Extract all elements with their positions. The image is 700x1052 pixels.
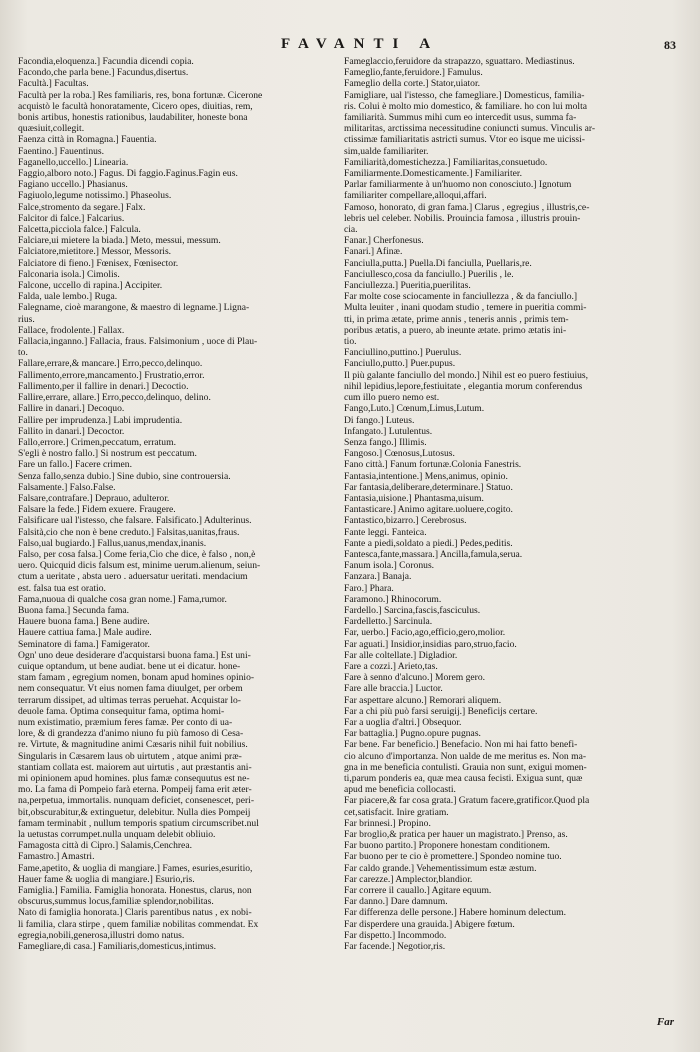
dictionary-entry-line: Buona fama.] Secunda fama. <box>18 604 130 616</box>
dictionary-entry-line: Fagiuolo,legume notissimo.] Phaseolus. <box>18 190 172 202</box>
dictionary-entry-line: Fama,nuoua di qualche cosa gran nome.] Fama,rumor. <box>18 593 227 605</box>
dictionary-entry-line: sim,ualde familiariter. <box>344 145 429 157</box>
dictionary-entry-line: Far molte cose sciocamente in fanciullezza , & da fanciullo.] <box>344 291 578 303</box>
dictionary-entry-line: Far carezze.] Amplector,blandior. <box>344 873 473 885</box>
dictionary-entry-line: Fanum isola.] Coronus. <box>344 560 435 572</box>
dictionary-entry-line: mi opinionem apud homines. plus famæ consequutus est ne- <box>18 773 250 784</box>
dictionary-entry-line: Far aguati.] Insidior,insidias paro,struo,facio. <box>344 638 517 650</box>
dictionary-entry-line: Far correre il cauallo.] Agitare equum. <box>344 885 492 897</box>
dictionary-entry-line: ctissimæ familiaritatis astricti sumus. Vtor eo isque me uicissi- <box>344 134 585 146</box>
dictionary-entry-line: Fantasticare.] Animo agitare.uoluere,cogito. <box>344 504 513 516</box>
dictionary-entry-line: gna in me beneficia contulisti. Grauia non sunt, exigui momen- <box>344 761 587 773</box>
dictionary-entry-line: Fangoso.] Cœnosus,Lutosus. <box>344 448 455 460</box>
dictionary-entry-line: Falciatore di fieno.] Fœnisex, Fœnisector. <box>18 257 179 269</box>
dictionary-entry-line: Falsare la fede.] Fidem exuere. Fraugere. <box>18 504 176 516</box>
dictionary-entry-line: Far a chi più può farsi seruigij.] Beneficijs certare. <box>344 705 538 717</box>
dictionary-entry-line: Fameglio della corte.] Stator,uiator. <box>344 78 481 90</box>
dictionary-entry-line: Falcitor di falce.] Falcarius. <box>18 212 125 224</box>
dictionary-entry-line: Fare alle braccia.] Luctor. <box>344 683 443 695</box>
dictionary-entry-line: cia. <box>344 224 358 236</box>
dictionary-entry-line: Fanciullesco,cosa da fanciullo.] Puerilis , le. <box>344 268 514 280</box>
dictionary-entry-line: Far broglio,& pratica per hauer un magistrato.] Prenso, as. <box>344 829 568 841</box>
dictionary-entry-line: Fantasia,uisione.] Phantasma,uisum. <box>344 492 484 504</box>
dictionary-entry-line: Falso, per cosa falsa.] Come feria,Cio che dice, è falso , non,è <box>18 548 256 560</box>
dictionary-entry-line: num existimatio, præmium feres famæ. Per conto di ua- <box>18 716 233 728</box>
dictionary-entry-line: Fare a cozzi.] Arieto,tas. <box>344 660 438 672</box>
dictionary-entry-line: Di fango.] Luteus. <box>344 414 415 426</box>
dictionary-entry-line: Fante a piedi,soldato a piedi.] Pedes,peditis. <box>344 537 513 549</box>
dictionary-entry-line: Hauere cattiua fama.] Male audire. <box>18 627 152 639</box>
dictionary-entry-line: Far, uerbo.] Facio,ago,efficio,gero,molior. <box>344 627 506 639</box>
dictionary-entry-line: Falsificare ual l'istesso, che falsare. Falsificato.] Adulterinus. <box>18 515 252 527</box>
dictionary-entry-line: Falsare,contrafare.] Deprauo, adulteror. <box>18 492 170 504</box>
dictionary-entry-line: quæsiuit,collegit. <box>18 123 85 135</box>
dictionary-entry-line: Far buono partito.] Proponere honestam conditionem. <box>344 840 550 852</box>
dictionary-entry-line: Faentino.] Fauentinus. <box>18 145 105 157</box>
dictionary-entry-line: Il più galante fanciullo del mondo.] Nihil est eo puero festiuius, <box>344 369 589 381</box>
dictionary-entry-line: cet,satisfacit. Inire gratiam. <box>344 806 449 818</box>
dictionary-entry-line: Fanciullo,putto.] Puer.pupus. <box>344 358 456 370</box>
dictionary-entry-line: Singularis in Cæsarem laus ob uirtutem , atque animi præ- <box>18 750 242 762</box>
dictionary-entry-line: Fango,Luto.] Cœnum,Limus,Lutum. <box>344 403 485 415</box>
dictionary-entry-line: Senza fango.] Illimis. <box>344 436 427 448</box>
dictionary-entry-line: Far danno.] Dare damnum. <box>344 896 448 908</box>
dictionary-entry-line: Far differenza delle persone.] Habere hominum delectum. <box>344 907 566 919</box>
dictionary-entry-line: Fardelletto.] Sarcinula. <box>344 616 433 628</box>
dictionary-entry-line: Falcetta,picciola falce.] Falcula. <box>18 224 141 236</box>
dictionary-entry-line: Fallare,errare,& mancare.] Erro,pecco,delinquo. <box>18 358 203 370</box>
dictionary-entry-line: Famoso, honorato, di gran fama.] Clarus , egregius , illustris,ce- <box>344 201 590 213</box>
dictionary-entry-line: Far alle coltellate.] Digladior. <box>344 649 458 661</box>
dictionary-entry-line: acquistò le facultà honoratamente, Cicero opes, diuitias, rem, <box>18 100 253 112</box>
dictionary-entry-line: Fante leggi. Fanteica. <box>344 526 427 538</box>
dictionary-entry-line: Far a uoglia d'altri.] Obsequor. <box>344 716 462 728</box>
dictionary-entry-line: tio. <box>344 336 357 348</box>
dictionary-entry-line: Faro.] Phara. <box>344 582 394 594</box>
page-number: 83 <box>664 38 676 52</box>
dictionary-entry-line: Falsità,cio che non è bene creduto.] Falsitas,uanitas,fraus. <box>18 526 240 538</box>
dictionary-entry-line: Fardello.] Sarcina,fascis,fasciculus. <box>344 604 481 616</box>
dictionary-entry-line: Faganello,uccello.] Linearia. <box>18 156 129 168</box>
dictionary-entry-line: Far buono per te cio è promettere.] Spondeo nomine tuo. <box>344 851 562 863</box>
dictionary-entry-line: Ogn' uno deue desiderare d'acquistarsi buona fama.] Est uni- <box>18 649 251 661</box>
dictionary-entry-line: Fantastico,bizarro.] Cerebrosus. <box>344 515 467 527</box>
dictionary-entry-line: lebris uel celeber. Nobilis. Prouincia famosa , illustris prouin- <box>344 212 581 224</box>
dictionary-entry-line: Fameglio,fante,feruidore.] Famulus. <box>344 67 483 79</box>
dictionary-entry-line: Seminatore di fama.] Famigerator. <box>18 638 150 650</box>
dictionary-entry-line: Falcone, uccello di rapina.] Accipiter. <box>18 280 163 292</box>
dictionary-entry-line: Faenza città in Romagna.] Fauentia. <box>18 134 157 146</box>
dictionary-entry-line: Falda, uale lembo.] Ruga. <box>18 291 118 303</box>
left-column <box>18 56 336 952</box>
dictionary-entry-line: Faramono.] Rhinocorum. <box>344 593 442 605</box>
dictionary-entry-line: Hauer fame & uoglia di mangiare.] Esurio,ris. <box>18 873 195 885</box>
dictionary-entry-line: Far fantasia,deliberare,determinare.] Statuo. <box>344 481 513 493</box>
dictionary-entry-line: Fallire,errare, allare.] Erro,pecco,delinquo, delino. <box>18 392 211 404</box>
running-head: FAVANTI A <box>280 36 440 52</box>
dictionary-entry-line: stam famam , egregium nomen, bonam apud homines opinio- <box>18 672 255 684</box>
dictionary-entry-line: Far piacere,& far cosa grata.] Gratum facere,gratificor.Quod pla <box>344 795 590 807</box>
dictionary-entry-line: Fallire per imprudenza.] Labi imprudentia. <box>18 414 183 426</box>
dictionary-entry-line: Fanciulla,putta.] Puella.Di fanciulla, Puellaris,re. <box>344 257 532 269</box>
dictionary-entry-line: Falsamente.] Falso.False. <box>18 481 116 493</box>
dictionary-entry-line: nem consequatur. Vt eius nomen fama diuulget, per orbem <box>18 683 243 695</box>
dictionary-entry-line: familiarità. Summus mihi cum eo intercedit usus, summa fa- <box>344 112 577 124</box>
dictionary-entry-line: Falciare,ui mietere la biada.] Meto, messui, messum. <box>18 235 221 247</box>
dictionary-entry-line: Facondo,che parla bene.] Facundus,disertus. <box>18 67 189 79</box>
dictionary-entry-line: Fameglaccio,feruidore da strapazzo, sguattaro. Mediastinus. <box>344 56 575 67</box>
dictionary-entry-line: Fanciullino,puttino.] Puerulus. <box>344 347 462 359</box>
dictionary-entry-line: rius. <box>18 313 35 325</box>
dictionary-entry-line: to. <box>18 347 28 359</box>
dictionary-entry-line: Fallimento,per il fallire in denari.] Decoctio. <box>18 380 189 392</box>
dictionary-entry-line: Fare à senno d'alcuno.] Morem gero. <box>344 672 486 684</box>
dictionary-entry-line: Far bene. Far beneficio.] Benefacio. Non mi hai fatto benefi- <box>344 739 578 751</box>
dictionary-entry-line: Fallito in danari.] Decoctor. <box>18 425 125 437</box>
dictionary-entry-line: re. Virtute, & magnitudine animi Cæsaris nihil fuit nobilius. <box>18 739 248 751</box>
dictionary-entry-line: ctum a ueritate , absta uero . aduersatur ueritati. mendacium <box>18 571 248 583</box>
dictionary-entry-line: Nato di famiglia honorata.] Claris parentibus natus , ex nobi- <box>18 907 252 919</box>
dictionary-entry-line: tti, in prima ætate, prime annis , teneris annis , primis tem- <box>344 313 569 325</box>
dictionary-entry-line: uero. Quicquid dicis falsum est, minime uerum.alienum, seiun- <box>18 560 261 572</box>
dictionary-entry-line: Fagiano uccello.] Phasianus. <box>18 179 128 191</box>
dictionary-entry-line: nihil lepidius,lepore,festiuitate , elegantia morum conferendus <box>344 380 583 392</box>
dictionary-entry-line: Far aspettare alcuno.] Remorari aliquem. <box>344 694 502 706</box>
dictionary-entry-line: Fare un fallo.] Facere crimen. <box>18 459 133 471</box>
dictionary-entry-line: Senza fallo,senza dubio.] Sine dubio, sine controuersia. <box>18 470 231 482</box>
dictionary-entry-line: Familiarmente.Domesticamente.] Familiariter. <box>344 168 522 180</box>
dictionary-entry-line: Fallace, frodolente.] Fallax. <box>18 324 125 336</box>
dictionary-entry-line: egregia,nobili,generosa,illustri domo natus. <box>18 929 185 941</box>
dictionary-entry-line: cio alcuno d'importanza. Non ualde de me meritus es. Non ma- <box>344 750 587 762</box>
dictionary-entry-line: Parlar familiarmente à un'huomo non conosciuto.] Ignotum <box>344 179 572 191</box>
dictionary-entry-line: Far facende.] Negotior,ris. <box>344 941 446 953</box>
dictionary-entry-line: Falce,stromento da segare.] Falx. <box>18 201 146 213</box>
dictionary-entry-line: mo. La fama di Pompeio farà eterna. Pompeij fama erit æter- <box>18 784 252 796</box>
dictionary-entry-line: Familiarità,domestichezza.] Familiaritas,consuetudo. <box>344 156 548 168</box>
dictionary-entry-line: Falso,ual bugiardo.] Fallus,uanus,mendax,inanis. <box>18 537 207 549</box>
dictionary-entry-line: Fallacia,inganno.] Fallacia, fraus. Falsimonium , uoce di Plau- <box>18 336 258 348</box>
dictionary-entry-line: Infangato.] Lutulentus. <box>344 425 433 437</box>
dictionary-entry-line: apud me beneficia collocasti. <box>344 784 456 796</box>
dictionary-entry-line: Far battaglia.] Pugno.opure pugnas. <box>344 728 481 740</box>
dictionary-entry-line: Far dispetto.] Incommodo. <box>344 929 447 941</box>
dictionary-entry-line: Fame,apetito, & uoglia di mangiare.] Fames, esuries,esuritio, <box>18 862 253 874</box>
dictionary-entry-line: bonis artibus, honestis rationibus, laudabiliter, honeste bona <box>18 112 248 124</box>
dictionary-entry-line: Falegname, cioè marangone, & maestro di legname.] Ligna- <box>18 302 250 314</box>
dictionary-entry-line: Falconaria isola.] Cimolis. <box>18 268 120 280</box>
dictionary-entry-line: li familia, clara stirpe , quem familiæ nobilitas commendat. Ex <box>18 918 259 930</box>
dictionary-entry-line: Hauere buona fama.] Bene audire. <box>18 616 150 628</box>
dictionary-entry-line: Far disperdere una grauida.] Abigere fœtum. <box>344 918 515 930</box>
dictionary-entry-line: deuole fama. Optima consequitur fama, optima homi- <box>18 705 225 717</box>
dictionary-entry-line: Facultà.] Facultas. <box>18 78 89 90</box>
dictionary-entry-line: obscurus,summus locus,familiæ splendor,nobilitas. <box>18 896 214 908</box>
dictionary-entry-line: Fanciullezza.] Pueritia,puerilitas. <box>344 280 471 292</box>
page-header <box>0 36 700 56</box>
dictionary-entry-line: Famastro.] Amastri. <box>18 851 95 863</box>
dictionary-entry-line: bit,obscurabitur,& extinguetur, delebitur. Nulla dies Pompeij <box>18 806 251 818</box>
dictionary-entry-line: Fanar.] Cherfonesus. <box>344 235 424 247</box>
dictionary-entry-line: terrarum dissipet, ad ultimas terras peruehat. Acquistar lo- <box>18 694 241 706</box>
dictionary-entry-line: Famagosta città di Cipro.] Salamis,Cenchrea. <box>18 840 192 852</box>
right-column <box>344 56 662 952</box>
dictionary-entry-line: cuique optandum, ut bene audiat. bene ut ei dicatur. hone- <box>18 660 241 672</box>
dictionary-entry-line: Fallo,errore.] Crimen,peccatum, erratum. <box>18 436 176 448</box>
dictionary-entry-line: militaritas, arctissima necessitudine coniuncti sumus. Vinculis ar- <box>344 123 596 135</box>
dictionary-entry-line: Famigliare, ual l'istesso, che famegliare.] Domesticus, familia- <box>344 89 585 101</box>
dictionary-entry-line: Facultà per la roba.] Res familiaris, res, bona fortunæ. Cicerone <box>18 89 263 101</box>
dictionary-entry-line: Fallimento,errore,mancamento.] Frustratio,error. <box>18 369 205 381</box>
dictionary-entry-line: poribus ætatis, a puero, ab ineunte ætate. primo ætatis ini- <box>344 324 567 336</box>
dictionary-entry-line: Falciatore,mietitore.] Messor, Messoris. <box>18 246 172 258</box>
dictionary-entry-line: Fanari.] Afinæ. <box>344 246 403 258</box>
dictionary-entry-line: na,perpetua, immortalis. nunquam deficiet, consenescet, peri- <box>18 795 255 807</box>
dictionary-entry-line: la uetustas corrumpet.nulla unquam delebit obliuio. <box>18 829 216 841</box>
dictionary-entry-line: cum illo puero nemo est. <box>344 392 440 404</box>
dictionary-entry-line: familiariter compellare,alloqui,affari. <box>344 190 487 202</box>
dictionary-entry-line: Facondia,eloquenza.] Facundia dicendi copia. <box>18 56 194 67</box>
dictionary-entry-line: Far brinnesi.] Propino. <box>344 817 431 829</box>
dictionary-entry-line: ti,parum ponderis ea, quæ mea causa fecisti. Exigua sunt, quæ <box>344 773 583 784</box>
dictionary-entry-line: Fantasia,intentione.] Mens,animus, opinio. <box>344 470 508 482</box>
dictionary-entry-line: Multa leuiter , inani quodam studio , temere in pueritia commi- <box>344 302 587 314</box>
dictionary-entry-line: stantiam collata est. maiorem aut uirtutis , aut præstantis ani- <box>18 761 252 773</box>
dictionary-entry-line: Famiglia.] Familia. Famiglia honorata. Honestus, clarus, non <box>18 885 252 897</box>
dictionary-entry-line: Far caldo grande.] Vehementissimum estæ æstum. <box>344 862 537 874</box>
dictionary-entry-line: Fantesca,fante,massara.] Ancilla,famula,serua. <box>344 548 523 560</box>
dictionary-entry-line: Faggio,alboro noto.] Fagus. Di faggio.Faginus.Fagin eus. <box>18 168 238 180</box>
dictionary-entry-line: Famegliare,di casa.] Familiaris,domesticus,intimus. <box>18 941 216 953</box>
dictionary-entry-line: est. falsa tua est oratio. <box>18 582 106 594</box>
dictionary-entry-line: ris. Colui è molto mio domestico, & familiare. ho con lui molta <box>344 100 588 112</box>
dictionary-entry-line: famam terminabit , nullum temporis spatium circumscribet.nul <box>18 817 259 829</box>
dictionary-entry-line: lore, & di grandezza d'animo niuno fu più famoso di Cesa- <box>18 728 244 740</box>
dictionary-entry-line: Fallire in danari.] Decoquo. <box>18 403 125 415</box>
dictionary-entry-line: S'egli è nostro fallo.] Si nostrum est peccatum. <box>18 448 197 460</box>
catchword: Far <box>656 1016 674 1028</box>
dictionary-entry-line: Fanzara.] Banaja. <box>344 571 412 583</box>
dictionary-entry-line: Fano città.] Fanum fortunæ.Colonia Fanestris. <box>344 459 522 471</box>
